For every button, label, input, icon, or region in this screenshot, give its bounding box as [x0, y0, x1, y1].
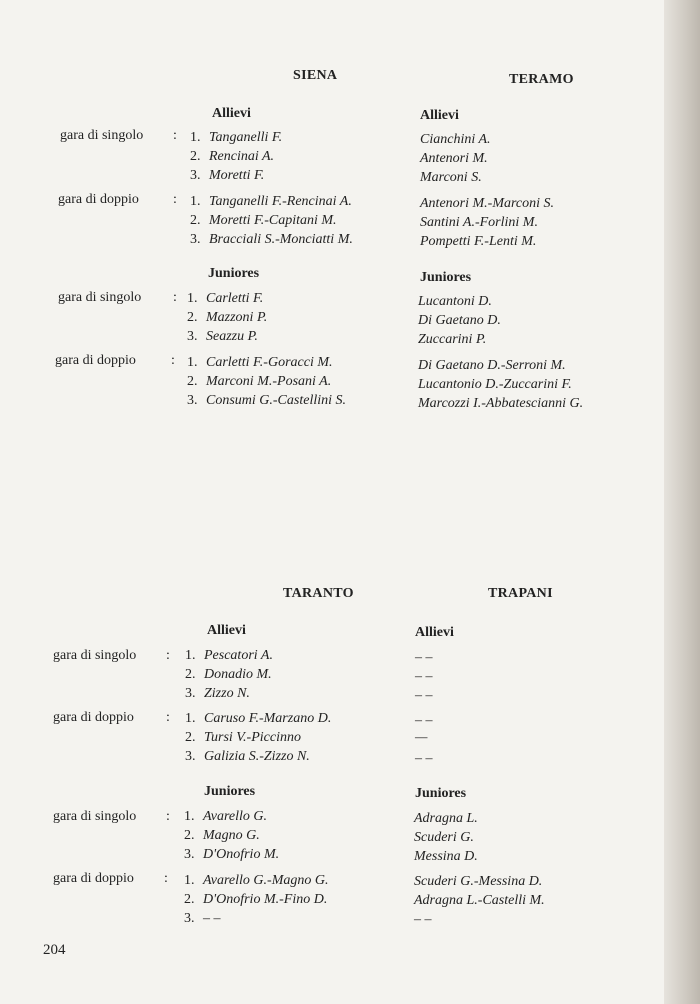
- rank-number: 3.: [184, 911, 195, 926]
- result-name: Bracciali S.-Monciatti M.: [209, 232, 353, 247]
- section-heading-allievi-right: Allievi: [415, 625, 454, 640]
- result-name: Tanganelli F.-Rencinai A.: [209, 194, 352, 209]
- label-colon: :: [171, 353, 175, 368]
- result-name: – –: [203, 911, 221, 926]
- rank-number: 1.: [187, 355, 198, 370]
- rank-number: 2.: [187, 310, 198, 325]
- result-name: Avarello G.-Magno G.: [203, 873, 329, 888]
- result-name: Marconi M.-Posani A.: [206, 374, 332, 389]
- result-name-right: – –: [415, 650, 433, 665]
- rank-number: 1.: [190, 130, 201, 145]
- rank-number: 2.: [190, 213, 201, 228]
- result-name-right: Scuderi G.-Messina D.: [414, 874, 543, 889]
- section-heading-juniores-right: Juniores: [415, 786, 467, 801]
- section-heading-allievi: Allievi: [207, 623, 246, 638]
- rank-number: 2.: [184, 828, 195, 843]
- event-label: gara di singolo: [53, 809, 137, 824]
- event-label: gara di doppio: [53, 710, 134, 725]
- rank-number: 3.: [187, 329, 198, 344]
- result-name: D'Onofrio M.-Fino D.: [203, 892, 328, 907]
- city-heading-trapani: TRAPANI: [488, 586, 553, 601]
- result-name-right: Adragna L.-Castelli M.: [414, 893, 545, 908]
- rank-number: 1.: [184, 809, 195, 824]
- result-name-right: Zuccarini P.: [418, 332, 487, 347]
- result-name-right: – –: [415, 688, 433, 703]
- result-name: Consumi G.-Castellini S.: [206, 393, 347, 408]
- rank-number: 1.: [184, 873, 195, 888]
- result-name: Magno G.: [203, 828, 260, 843]
- label-colon: :: [173, 192, 177, 207]
- section-heading-allievi-right: Allievi: [420, 108, 459, 123]
- result-name-right: Scuderi G.: [414, 830, 474, 845]
- rank-number: 1.: [185, 648, 196, 663]
- result-name: Tanganelli F.: [209, 130, 283, 145]
- rank-number: 3.: [187, 393, 198, 408]
- label-colon: :: [166, 710, 170, 725]
- rank-number: 3.: [184, 847, 195, 862]
- label-colon: :: [173, 128, 177, 143]
- event-label: gara di doppio: [55, 353, 136, 368]
- event-label: gara di doppio: [58, 192, 139, 207]
- result-name-right: Cianchini A.: [420, 132, 491, 147]
- page-number: 204: [43, 942, 66, 958]
- city-heading-taranto: TARANTO: [283, 586, 354, 601]
- rank-number: 2.: [190, 149, 201, 164]
- label-colon: :: [166, 809, 170, 824]
- result-name: Galizia S.-Zizzo N.: [204, 749, 310, 764]
- result-name: Zizzo N.: [204, 686, 250, 701]
- city-heading-teramo: TERAMO: [509, 72, 574, 87]
- result-name: Pescatori A.: [204, 648, 273, 663]
- section-heading-allievi: Allievi: [212, 106, 251, 121]
- label-colon: :: [173, 290, 177, 305]
- result-name: Mazzoni P.: [206, 310, 268, 325]
- rank-number: 2.: [187, 374, 198, 389]
- result-name-right: —: [415, 730, 428, 745]
- result-name-right: Pompetti F.-Lenti M.: [420, 234, 537, 249]
- rank-number: 3.: [185, 686, 196, 701]
- event-label: gara di doppio: [53, 871, 134, 886]
- result-name: Tursi V.-Piccinno: [204, 730, 301, 745]
- label-colon: :: [166, 648, 170, 663]
- result-name-right: Messina D.: [414, 849, 478, 864]
- result-name: Moretti F.: [209, 168, 265, 183]
- rank-number: 3.: [185, 749, 196, 764]
- result-name: Donadio M.: [204, 667, 272, 682]
- rank-number: 2.: [185, 730, 196, 745]
- result-name: Avarello G.: [203, 809, 268, 824]
- result-name-right: Marconi S.: [420, 170, 482, 185]
- result-name: Moretti F.-Capitani M.: [209, 213, 337, 228]
- rank-number: 2.: [184, 892, 195, 907]
- label-colon: :: [164, 871, 168, 886]
- page-binding-shadow: [664, 0, 700, 1004]
- rank-number: 1.: [187, 291, 198, 306]
- rank-number: 1.: [190, 194, 201, 209]
- event-label: gara di singolo: [60, 128, 144, 143]
- rank-number: 1.: [185, 711, 196, 726]
- result-name-right: Antenori M.-Marconi S.: [420, 196, 555, 211]
- section-heading-juniores-right: Juniores: [420, 270, 472, 285]
- result-name-right: Lucantonio D.-Zuccarini F.: [418, 377, 572, 392]
- result-name-right: – –: [415, 669, 433, 684]
- event-label: gara di singolo: [53, 648, 137, 663]
- result-name-right: Lucantoni D.: [418, 294, 492, 309]
- result-name-right: Di Gaetano D.: [418, 313, 501, 328]
- event-label: gara di singolo: [58, 290, 142, 305]
- rank-number: 2.: [185, 667, 196, 682]
- result-name-right: – –: [415, 713, 433, 728]
- result-name-right: Antenori M.: [420, 151, 488, 166]
- result-name: Carletti F.-Goracci M.: [206, 355, 333, 370]
- city-heading-siena: SIENA: [293, 68, 338, 83]
- result-name: Seazzu P.: [206, 329, 258, 344]
- result-name: Caruso F.-Marzano D.: [204, 711, 332, 726]
- result-name-right: Di Gaetano D.-Serroni M.: [418, 358, 566, 373]
- result-name: D'Onofrio M.: [203, 847, 280, 862]
- result-name-right: – –: [415, 751, 433, 766]
- result-name-right: Marcozzi I.-Abbatescianni G.: [418, 396, 584, 411]
- rank-number: 3.: [190, 232, 201, 247]
- section-heading-juniores: Juniores: [204, 784, 256, 799]
- result-name-right: Adragna L.: [414, 811, 478, 826]
- result-name-right: – –: [414, 912, 432, 927]
- rank-number: 3.: [190, 168, 201, 183]
- result-name: Rencinai A.: [209, 149, 275, 164]
- result-name-right: Santini A.-Forlini M.: [420, 215, 538, 230]
- section-heading-juniores: Juniores: [208, 266, 260, 281]
- result-name: Carletti F.: [206, 291, 264, 306]
